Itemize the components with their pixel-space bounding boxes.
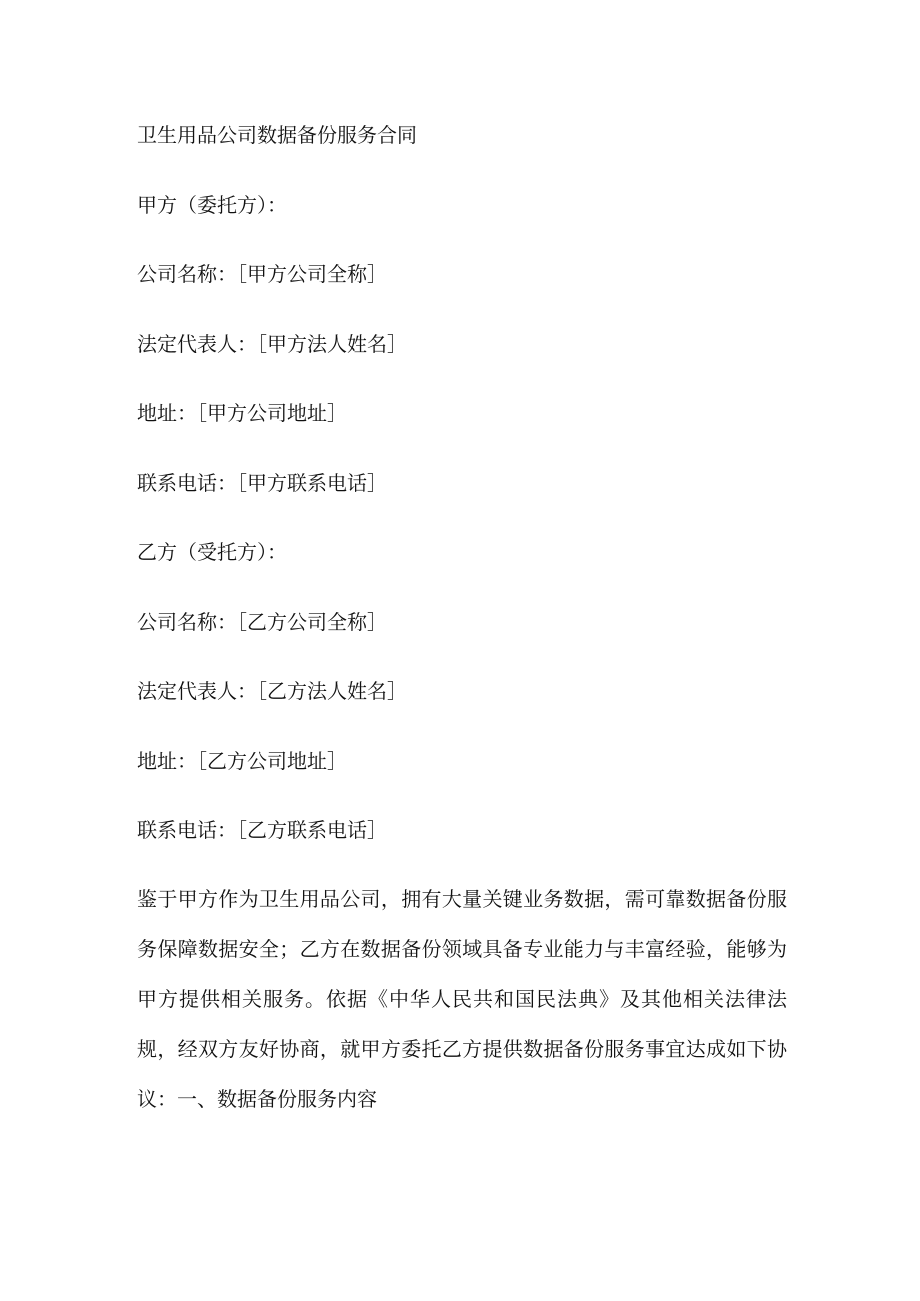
party-b-address: 地址：［乙方公司地址］ [137,748,347,773]
party-b-legal-representative: 法定代表人：［乙方法人姓名］ [137,679,407,703]
party-a-legal-representative: 法定代表人：［甲方法人姓名］ [137,331,407,356]
party-a-company-name: 公司名称：［甲方公司全称］ [137,262,387,286]
party-a-address: 地址：［甲方公司地址］ [137,401,347,425]
party-b-phone: 联系电话：［乙方联系电话］ [137,818,387,842]
party-b-company-name: 公司名称：［乙方公司全称］ [137,609,387,634]
party-a-heading: 甲方（委托方）： [137,192,287,217]
preamble-paragraph: 鉴于甲方作为卫生用品公司，拥有大量关键业务数据，需可靠数据备份服务保障数据安全；乙方在数据备份领域具备专业能力与丰富经验，能够为甲方提供相关服务。依据《中华人民共和国民法典》及其他相关法律法规，经双方友好协商，就甲方委托乙方提供数据备份服务事宜达成如下协议：一、数据备份服务内容 [137,886,787,1111]
document-body [137,118,787,1124]
party-b-heading: 乙方（受托方）： [137,540,287,564]
document-title: 卫生用品公司数据备份服务合同 [137,123,417,147]
party-a-phone: 联系电话：［甲方联系电话］ [137,470,387,495]
